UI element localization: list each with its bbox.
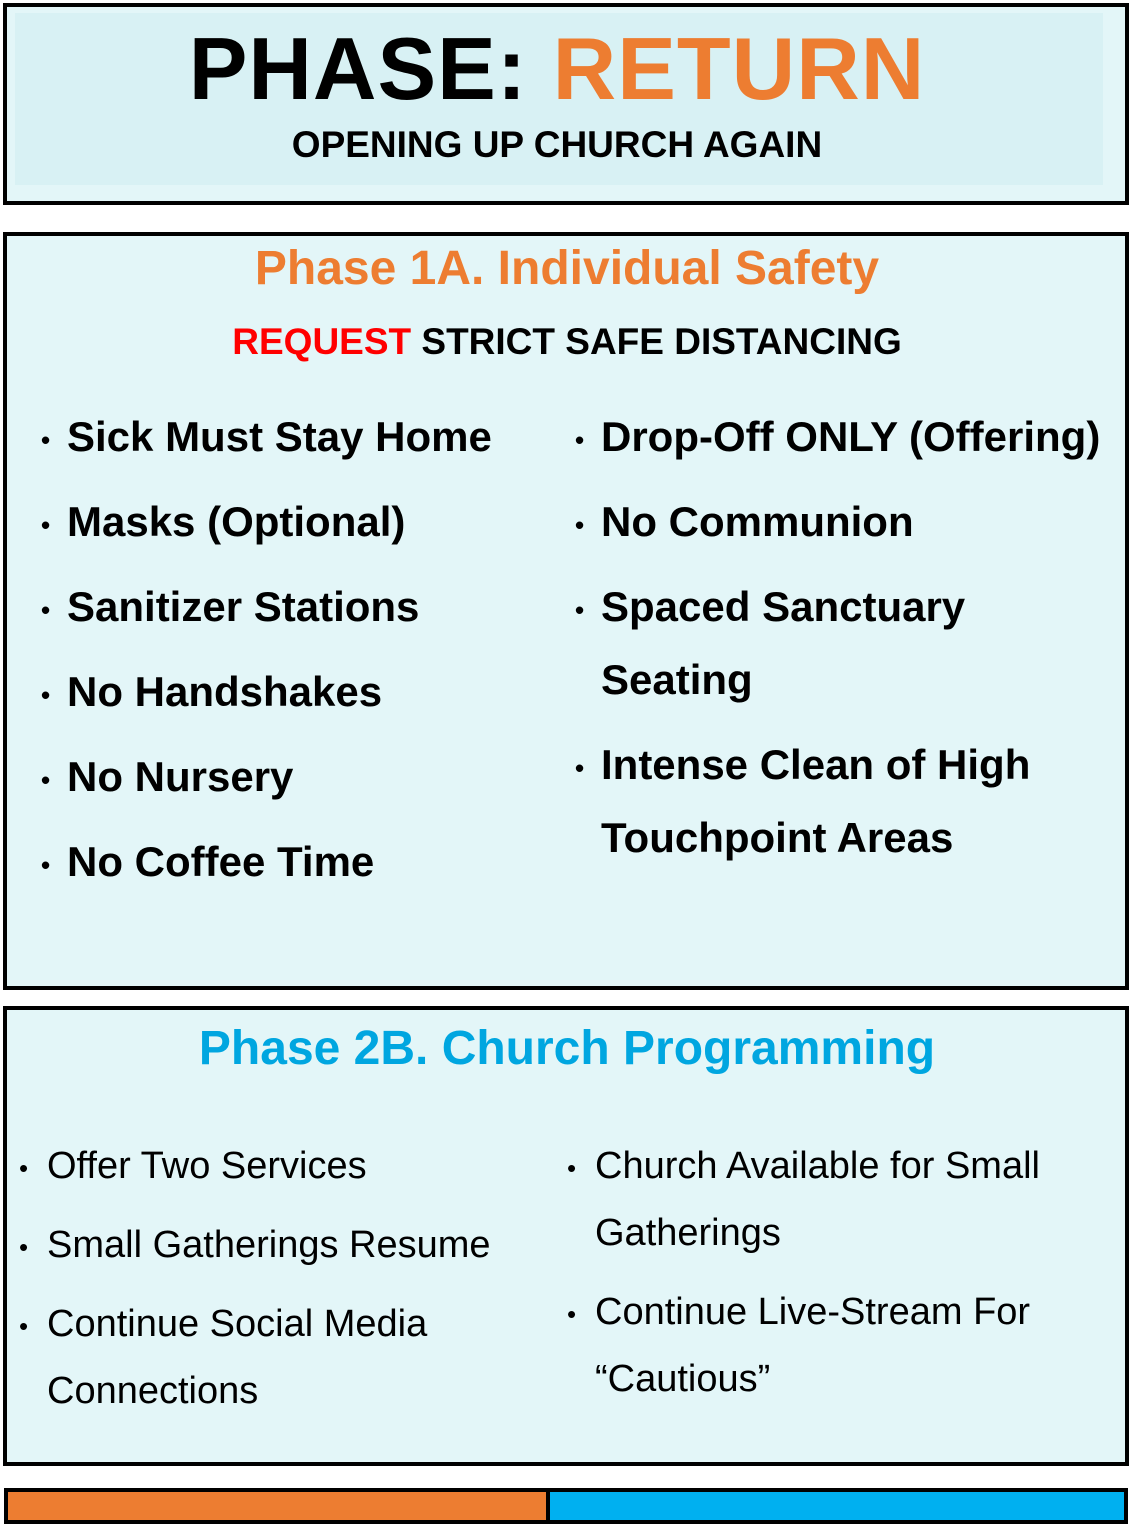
section-individual-safety bbox=[3, 232, 1129, 990]
list-item-text: Small Gatherings Resume bbox=[47, 1224, 491, 1266]
title-accent: RETURN bbox=[552, 19, 926, 118]
page-subtitle: OPENING UP CHURCH AGAIN bbox=[291, 124, 823, 165]
list-item bbox=[19, 1212, 567, 1279]
bullet-icon: • bbox=[19, 1311, 29, 1341]
section-church-programming bbox=[3, 1006, 1129, 1466]
list-item-text: Sick Must Stay Home bbox=[67, 413, 492, 460]
list-item-text: No Handshakes bbox=[67, 668, 383, 715]
title-prefix: PHASE: bbox=[188, 19, 528, 118]
bullet-icon: • bbox=[41, 595, 51, 625]
footer-blue-segment bbox=[550, 1492, 1124, 1520]
list-item bbox=[575, 728, 1101, 874]
list-item bbox=[567, 1279, 1115, 1413]
list-item-text: Offer Two Services bbox=[47, 1145, 367, 1187]
request-label: REQUEST bbox=[232, 321, 412, 362]
bullet-icon: • bbox=[567, 1299, 577, 1329]
list-item-text: Sanitizer Stations bbox=[67, 583, 420, 630]
bullet-icon: • bbox=[41, 765, 51, 795]
list-item-text: Masks (Optional) bbox=[67, 498, 406, 545]
list-item-text: Continue Social Media Connections bbox=[47, 1303, 428, 1412]
bullet-icon: • bbox=[41, 510, 51, 540]
list-item-text: Church Available for Small Gatherings bbox=[595, 1145, 1040, 1254]
list-item bbox=[19, 1133, 567, 1200]
bullet-icon: • bbox=[575, 595, 585, 625]
list-item bbox=[41, 570, 547, 643]
list-item bbox=[567, 1133, 1115, 1267]
section2-right-list bbox=[567, 1133, 1115, 1425]
list-item-text: Intense Clean of High Touchpoint Areas bbox=[601, 741, 1031, 861]
list-item bbox=[41, 655, 547, 728]
bullet-icon: • bbox=[575, 753, 585, 783]
bullet-icon: • bbox=[41, 680, 51, 710]
section1-right-list bbox=[575, 400, 1101, 886]
list-item-text: No Communion bbox=[601, 498, 914, 545]
section1-subtitle bbox=[7, 320, 1127, 364]
list-item bbox=[575, 570, 1101, 716]
bullet-icon: • bbox=[19, 1153, 29, 1183]
bullet-icon: • bbox=[575, 510, 585, 540]
bullet-icon: • bbox=[41, 425, 51, 455]
section1-subtitle-rest: STRICT SAFE DISTANCING bbox=[421, 321, 902, 362]
header-panel bbox=[3, 3, 1129, 205]
list-item bbox=[19, 1291, 567, 1425]
list-item-text: Continue Live-Stream For “Cautious” bbox=[595, 1291, 1031, 1400]
page-title bbox=[7, 19, 1107, 119]
section1-title: Phase 1A. Individual Safety bbox=[254, 242, 880, 295]
bullet-icon: • bbox=[575, 425, 585, 455]
section1-left-list bbox=[41, 400, 547, 910]
footer-orange-segment bbox=[8, 1492, 550, 1520]
list-item bbox=[41, 825, 547, 898]
list-item bbox=[575, 400, 1101, 473]
bullet-icon: • bbox=[567, 1153, 577, 1183]
list-item bbox=[41, 400, 547, 473]
section2-left-list bbox=[19, 1133, 567, 1437]
list-item bbox=[41, 740, 547, 813]
list-item-text: No Coffee Time bbox=[67, 838, 375, 885]
list-item-text: Drop-Off ONLY (Offering) bbox=[601, 413, 1101, 460]
list-item bbox=[41, 485, 547, 558]
bullet-icon: • bbox=[19, 1232, 29, 1262]
bullet-icon: • bbox=[41, 850, 51, 880]
list-item-text: No Nursery bbox=[67, 753, 294, 800]
list-item bbox=[575, 485, 1101, 558]
footer-color-bar bbox=[4, 1488, 1128, 1524]
section2-title: Phase 2B. Church Programming bbox=[198, 1022, 936, 1075]
list-item-text: Spaced Sanctuary Seating bbox=[601, 583, 966, 703]
